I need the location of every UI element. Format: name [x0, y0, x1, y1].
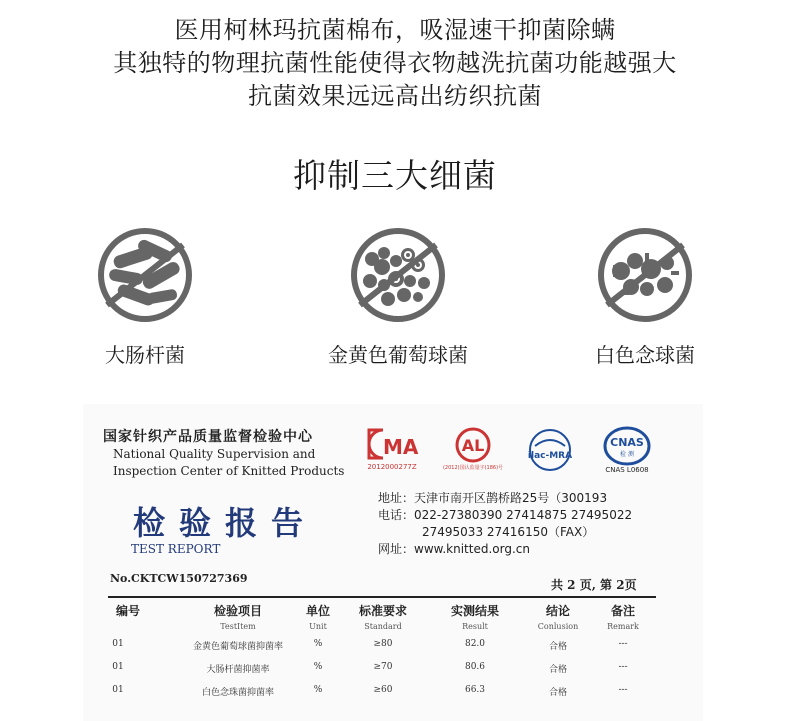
test-report	[83, 404, 703, 721]
cell-remark: ---	[618, 662, 628, 672]
col-item-en: TestItem	[220, 622, 256, 631]
cal-logo-text: AL	[461, 436, 485, 455]
cell-unit: %	[313, 685, 323, 695]
cell-standard: ≥60	[373, 685, 393, 695]
cma-caption: 2012000277Z	[367, 463, 417, 471]
cell-result: 66.3	[464, 685, 486, 695]
cell-item: 大肠杆菌抑菌率	[206, 665, 270, 675]
cell-remark: ---	[618, 685, 628, 695]
cnas-caption: CNAS L0608	[605, 466, 649, 474]
ilac-mra-logo	[523, 428, 577, 476]
phone: 电话：022-27380390 27414875 27495022	[378, 508, 633, 522]
cell-result: 82.0	[464, 639, 486, 649]
ilac-logo-text: ilac-MRA	[527, 451, 573, 461]
col-conclusion: 结论	[545, 604, 570, 618]
col-remark-en: Remark	[607, 622, 639, 631]
org-name-cn: 国家针织产品质量监督检验中心	[103, 429, 313, 445]
section-title: 抑制三大细菌	[293, 156, 497, 195]
cell-unit: %	[313, 662, 323, 672]
website: 网址：www.knitted.org.cn	[378, 542, 530, 556]
results-table	[108, 596, 656, 703]
col-standard: 标准要求	[358, 604, 407, 618]
table-subheader-row	[108, 618, 656, 634]
cell-result: 80.6	[464, 662, 486, 672]
cell-remark: ---	[618, 639, 628, 649]
cma-logo-text: MA	[383, 435, 419, 459]
org-name-en-line-1: National Quality Supervision and	[113, 447, 316, 461]
col-unit: 单位	[305, 604, 330, 618]
table-row	[108, 657, 656, 680]
address: 地址：天津市南开区鹊桥路25号（300193	[378, 491, 608, 505]
cnas-logo	[595, 426, 659, 478]
bacteria-item-staphylococcus	[288, 225, 508, 368]
table-header-row	[108, 598, 656, 618]
cnas-logo-sub: 检 测	[620, 451, 634, 458]
report-title: 检验报告	[133, 504, 318, 542]
cell-conclusion: 合格	[548, 642, 567, 652]
ecoli-bacteria-icon	[85, 225, 205, 325]
intro-line-2: 其独特的物理抗菌性能使得衣物越洗抗菌功能越强大	[113, 49, 677, 77]
page-count: 共 2 页, 第 2页	[551, 578, 637, 592]
report-number: No.CKTCW150727369	[110, 572, 248, 585]
staphylococcus-bacteria-icon	[338, 225, 458, 325]
bacteria-item-candida	[535, 225, 755, 368]
cell-unit: %	[313, 639, 323, 649]
cell-conclusion: 合格	[548, 665, 567, 675]
col-standard-en: Standard	[364, 622, 402, 631]
cal-caption: (2012)国认监量字(186)号	[442, 465, 504, 471]
cma-logo	[363, 426, 421, 476]
col-conclusion-en: Conlusion	[537, 622, 579, 631]
cell-item: 白色念珠菌抑菌率	[201, 688, 274, 698]
report-subtitle: TEST REPORT	[131, 542, 221, 556]
bacteria-label: 白色念球菌	[595, 343, 695, 367]
cnas-logo-text: CNAS	[610, 436, 644, 449]
cell-item: 金黄色葡萄球菌抑菌率	[192, 642, 283, 652]
col-no: 编号	[115, 604, 140, 618]
candida-bacteria-icon	[585, 225, 705, 325]
col-remark: 备注	[610, 604, 635, 618]
cell-standard: ≥70	[373, 662, 393, 672]
bacteria-label: 大肠杆菌	[105, 343, 185, 367]
cell-standard: ≥80	[373, 639, 393, 649]
col-unit-en: Unit	[309, 622, 327, 631]
org-name-en	[113, 446, 344, 480]
cell-no: 01	[112, 639, 124, 649]
cal-logo	[441, 426, 505, 476]
col-result: 实测结果	[450, 604, 499, 618]
cell-no: 01	[112, 685, 124, 695]
cell-conclusion: 合格	[548, 688, 567, 698]
col-result-en: Result	[462, 622, 488, 631]
bacteria-label: 金黄色葡萄球菌	[328, 343, 468, 367]
org-name-en-line-2: Inspection Center of Knitted Products	[113, 464, 345, 478]
intro-line-3: 抗菌效果远远高出纺织抗菌	[248, 82, 542, 110]
phone-fax: 27495033 27416150（FAX）	[422, 525, 595, 539]
bacteria-item-ecoli	[35, 225, 255, 368]
col-item: 检验项目	[213, 604, 262, 618]
intro-text	[0, 14, 790, 113]
intro-line-1: 医用柯林玛抗菌棉布，吸湿速干抑菌除螨	[174, 16, 616, 44]
cell-no: 01	[112, 662, 124, 672]
table-row	[108, 680, 656, 703]
table-row	[108, 634, 656, 657]
contact-info	[378, 490, 632, 558]
